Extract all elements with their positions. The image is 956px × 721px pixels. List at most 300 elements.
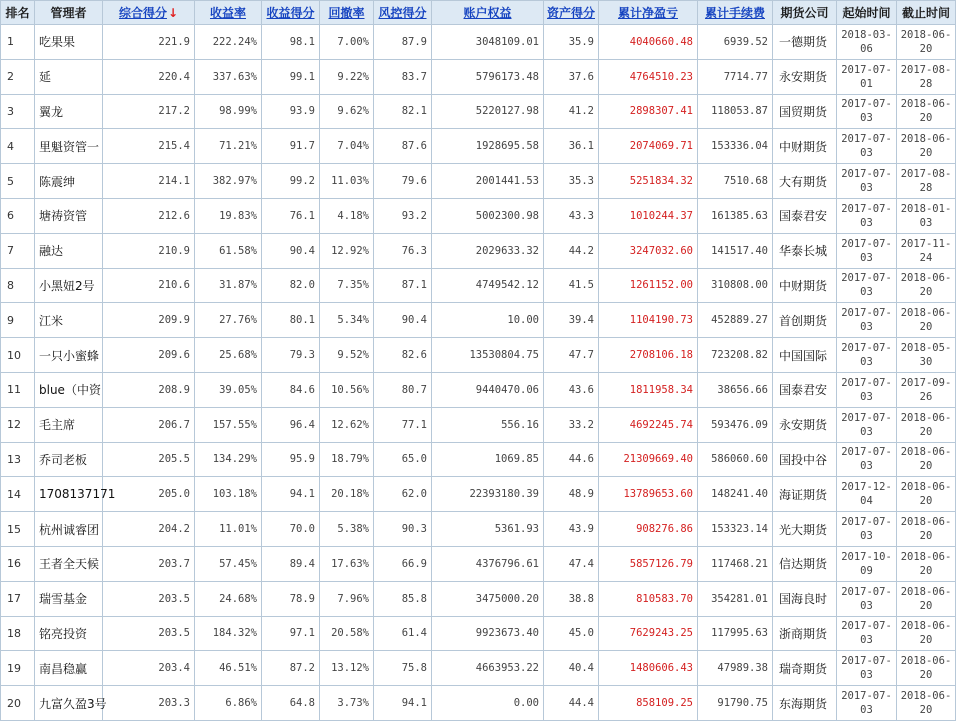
cell-return-score: 80.1 bbox=[262, 303, 320, 338]
cell-manager: 南昌稳赢 bbox=[35, 651, 103, 686]
cell-return-rate: 184.32% bbox=[195, 616, 262, 651]
cell-asset-score: 47.4 bbox=[544, 546, 599, 581]
cell-overall-score: 209.6 bbox=[103, 338, 195, 373]
table-row bbox=[1, 616, 956, 651]
cell-start-date: 2017-07-03 bbox=[837, 407, 897, 442]
cell-overall-score: 203.5 bbox=[103, 616, 195, 651]
cell-rank: 17 bbox=[1, 581, 35, 616]
cell-drawdown: 12.92% bbox=[320, 233, 374, 268]
cell-manager: 融达 bbox=[35, 233, 103, 268]
cell-return-rate: 6.86% bbox=[195, 686, 262, 721]
cell-asset-score: 39.4 bbox=[544, 303, 599, 338]
cell-overall-score: 212.6 bbox=[103, 198, 195, 233]
header-asset-score[interactable]: 资产得分 bbox=[544, 1, 599, 25]
cell-end-date: 2018-06-20 bbox=[897, 129, 956, 164]
cell-return-score: 70.0 bbox=[262, 512, 320, 547]
cell-equity: 2001441.53 bbox=[432, 164, 544, 199]
cell-overall-score: 204.2 bbox=[103, 512, 195, 547]
cell-end-date: 2018-06-20 bbox=[897, 651, 956, 686]
cell-risk-score: 82.1 bbox=[374, 94, 432, 129]
cell-commission: 7714.77 bbox=[698, 59, 773, 94]
cell-rank: 11 bbox=[1, 372, 35, 407]
header-net-profit[interactable]: 累计净盈亏 bbox=[599, 1, 698, 25]
cell-rank: 18 bbox=[1, 616, 35, 651]
cell-net-profit: 908276.86 bbox=[599, 512, 698, 547]
cell-company: 首创期货 bbox=[773, 303, 837, 338]
cell-commission: 117468.21 bbox=[698, 546, 773, 581]
cell-asset-score: 40.4 bbox=[544, 651, 599, 686]
cell-drawdown: 11.03% bbox=[320, 164, 374, 199]
cell-return-score: 96.4 bbox=[262, 407, 320, 442]
cell-rank: 10 bbox=[1, 338, 35, 373]
cell-commission: 118053.87 bbox=[698, 94, 773, 129]
cell-drawdown: 4.18% bbox=[320, 198, 374, 233]
cell-commission: 153336.04 bbox=[698, 129, 773, 164]
cell-commission: 148241.40 bbox=[698, 477, 773, 512]
cell-company: 一德期货 bbox=[773, 25, 837, 60]
cell-start-date: 2017-07-03 bbox=[837, 233, 897, 268]
cell-rank: 4 bbox=[1, 129, 35, 164]
cell-rank: 2 bbox=[1, 59, 35, 94]
cell-drawdown: 9.22% bbox=[320, 59, 374, 94]
cell-overall-score: 203.3 bbox=[103, 686, 195, 721]
cell-start-date: 2017-07-03 bbox=[837, 616, 897, 651]
cell-asset-score: 47.7 bbox=[544, 338, 599, 373]
cell-rank: 7 bbox=[1, 233, 35, 268]
cell-overall-score: 214.1 bbox=[103, 164, 195, 199]
cell-company: 永安期货 bbox=[773, 407, 837, 442]
cell-start-date: 2017-07-03 bbox=[837, 372, 897, 407]
cell-risk-score: 87.9 bbox=[374, 25, 432, 60]
table-body bbox=[1, 25, 956, 721]
cell-asset-score: 44.2 bbox=[544, 233, 599, 268]
cell-return-rate: 25.68% bbox=[195, 338, 262, 373]
cell-rank: 19 bbox=[1, 651, 35, 686]
cell-overall-score: 217.2 bbox=[103, 94, 195, 129]
cell-start-date: 2018-03-06 bbox=[837, 25, 897, 60]
cell-risk-score: 80.7 bbox=[374, 372, 432, 407]
cell-start-date: 2017-07-03 bbox=[837, 338, 897, 373]
cell-equity: 10.00 bbox=[432, 303, 544, 338]
cell-equity: 22393180.39 bbox=[432, 477, 544, 512]
header-rank: 排名 bbox=[1, 1, 35, 25]
cell-end-date: 2017-11-24 bbox=[897, 233, 956, 268]
cell-return-score: 95.9 bbox=[262, 442, 320, 477]
cell-manager: 九富久盈3号 bbox=[35, 686, 103, 721]
cell-end-date: 2018-06-20 bbox=[897, 512, 956, 547]
cell-overall-score: 215.4 bbox=[103, 129, 195, 164]
cell-company: 中财期货 bbox=[773, 268, 837, 303]
table-row bbox=[1, 303, 956, 338]
cell-risk-score: 94.1 bbox=[374, 686, 432, 721]
cell-equity: 2029633.32 bbox=[432, 233, 544, 268]
cell-return-rate: 98.99% bbox=[195, 94, 262, 129]
cell-company: 中国国际 bbox=[773, 338, 837, 373]
cell-return-rate: 337.63% bbox=[195, 59, 262, 94]
cell-return-score: 87.2 bbox=[262, 651, 320, 686]
header-start-date: 起始时间 bbox=[837, 1, 897, 25]
cell-company: 信达期货 bbox=[773, 546, 837, 581]
cell-end-date: 2018-06-20 bbox=[897, 442, 956, 477]
cell-return-score: 84.6 bbox=[262, 372, 320, 407]
cell-drawdown: 5.38% bbox=[320, 512, 374, 547]
cell-return-score: 82.0 bbox=[262, 268, 320, 303]
cell-end-date: 2018-06-20 bbox=[897, 477, 956, 512]
table-row bbox=[1, 198, 956, 233]
header-overall-score[interactable] bbox=[103, 1, 195, 25]
table-row bbox=[1, 651, 956, 686]
cell-drawdown: 5.34% bbox=[320, 303, 374, 338]
cell-risk-score: 65.0 bbox=[374, 442, 432, 477]
cell-risk-score: 90.4 bbox=[374, 303, 432, 338]
cell-start-date: 2017-07-03 bbox=[837, 94, 897, 129]
cell-commission: 161385.63 bbox=[698, 198, 773, 233]
cell-start-date: 2017-07-03 bbox=[837, 512, 897, 547]
cell-manager: 塘祷资管 bbox=[35, 198, 103, 233]
cell-risk-score: 75.8 bbox=[374, 651, 432, 686]
cell-drawdown: 9.62% bbox=[320, 94, 374, 129]
cell-asset-score: 33.2 bbox=[544, 407, 599, 442]
cell-risk-score: 82.6 bbox=[374, 338, 432, 373]
cell-asset-score: 35.9 bbox=[544, 25, 599, 60]
cell-net-profit: 2898307.41 bbox=[599, 94, 698, 129]
cell-net-profit: 2708106.18 bbox=[599, 338, 698, 373]
cell-return-score: 98.1 bbox=[262, 25, 320, 60]
table-row bbox=[1, 512, 956, 547]
cell-start-date: 2017-07-03 bbox=[837, 686, 897, 721]
cell-manager: 杭州诚睿团 bbox=[35, 512, 103, 547]
cell-risk-score: 62.0 bbox=[374, 477, 432, 512]
cell-manager: 一只小蜜蜂 bbox=[35, 338, 103, 373]
cell-return-score: 91.7 bbox=[262, 129, 320, 164]
cell-rank: 20 bbox=[1, 686, 35, 721]
cell-return-score: 64.8 bbox=[262, 686, 320, 721]
cell-rank: 6 bbox=[1, 198, 35, 233]
cell-asset-score: 43.3 bbox=[544, 198, 599, 233]
cell-net-profit: 21309669.40 bbox=[599, 442, 698, 477]
table-row bbox=[1, 477, 956, 512]
table-row bbox=[1, 581, 956, 616]
cell-overall-score: 205.0 bbox=[103, 477, 195, 512]
cell-commission: 141517.40 bbox=[698, 233, 773, 268]
cell-commission: 593476.09 bbox=[698, 407, 773, 442]
cell-rank: 3 bbox=[1, 94, 35, 129]
cell-commission: 153323.14 bbox=[698, 512, 773, 547]
cell-company: 国泰君安 bbox=[773, 198, 837, 233]
table-row bbox=[1, 59, 956, 94]
header-manager: 管理者 bbox=[35, 1, 103, 25]
cell-overall-score: 210.9 bbox=[103, 233, 195, 268]
cell-return-rate: 222.24% bbox=[195, 25, 262, 60]
cell-drawdown: 17.63% bbox=[320, 546, 374, 581]
cell-return-rate: 157.55% bbox=[195, 407, 262, 442]
cell-drawdown: 12.62% bbox=[320, 407, 374, 442]
header-end-date: 截止时间 bbox=[897, 1, 956, 25]
cell-drawdown: 20.18% bbox=[320, 477, 374, 512]
cell-return-score: 90.4 bbox=[262, 233, 320, 268]
cell-drawdown: 9.52% bbox=[320, 338, 374, 373]
cell-end-date: 2018-06-20 bbox=[897, 546, 956, 581]
cell-end-date: 2018-06-20 bbox=[897, 303, 956, 338]
cell-company: 光大期货 bbox=[773, 512, 837, 547]
cell-start-date: 2017-07-03 bbox=[837, 198, 897, 233]
header-equity[interactable]: 账户权益 bbox=[432, 1, 544, 25]
cell-equity: 5796173.48 bbox=[432, 59, 544, 94]
cell-asset-score: 41.2 bbox=[544, 94, 599, 129]
cell-return-rate: 57.45% bbox=[195, 546, 262, 581]
cell-risk-score: 87.6 bbox=[374, 129, 432, 164]
cell-net-profit: 1104190.73 bbox=[599, 303, 698, 338]
cell-drawdown: 7.04% bbox=[320, 129, 374, 164]
cell-equity: 3475000.20 bbox=[432, 581, 544, 616]
table-row bbox=[1, 94, 956, 129]
cell-manager: 翼龙 bbox=[35, 94, 103, 129]
cell-manager: 小黑妞2号 bbox=[35, 268, 103, 303]
cell-drawdown: 10.56% bbox=[320, 372, 374, 407]
cell-end-date: 2018-06-20 bbox=[897, 616, 956, 651]
cell-drawdown: 7.96% bbox=[320, 581, 374, 616]
cell-net-profit: 1480606.43 bbox=[599, 651, 698, 686]
cell-return-score: 79.3 bbox=[262, 338, 320, 373]
cell-company: 瑞奇期货 bbox=[773, 651, 837, 686]
cell-overall-score: 205.5 bbox=[103, 442, 195, 477]
cell-manager: 延 bbox=[35, 59, 103, 94]
cell-asset-score: 44.4 bbox=[544, 686, 599, 721]
cell-return-rate: 11.01% bbox=[195, 512, 262, 547]
cell-commission: 723208.82 bbox=[698, 338, 773, 373]
cell-manager: 吃果果 bbox=[35, 25, 103, 60]
cell-net-profit: 13789653.60 bbox=[599, 477, 698, 512]
header-commission[interactable]: 累计手续费 bbox=[698, 1, 773, 25]
cell-end-date: 2018-06-20 bbox=[897, 686, 956, 721]
cell-risk-score: 79.6 bbox=[374, 164, 432, 199]
cell-start-date: 2017-12-04 bbox=[837, 477, 897, 512]
header-risk-score[interactable]: 风控得分 bbox=[374, 1, 432, 25]
cell-overall-score: 203.5 bbox=[103, 581, 195, 616]
cell-end-date: 2017-08-28 bbox=[897, 59, 956, 94]
cell-equity: 5361.93 bbox=[432, 512, 544, 547]
cell-manager: 乔司老板 bbox=[35, 442, 103, 477]
cell-return-score: 99.2 bbox=[262, 164, 320, 199]
cell-return-rate: 19.83% bbox=[195, 198, 262, 233]
cell-overall-score: 206.7 bbox=[103, 407, 195, 442]
cell-net-profit: 858109.25 bbox=[599, 686, 698, 721]
cell-manager: 江米 bbox=[35, 303, 103, 338]
cell-return-score: 76.1 bbox=[262, 198, 320, 233]
header-company: 期货公司 bbox=[773, 1, 837, 25]
sort-desc-icon: ↓ bbox=[167, 6, 179, 20]
cell-rank: 5 bbox=[1, 164, 35, 199]
cell-return-score: 97.1 bbox=[262, 616, 320, 651]
table-row bbox=[1, 25, 956, 60]
table-row bbox=[1, 686, 956, 721]
cell-manager: 铭亮投资 bbox=[35, 616, 103, 651]
cell-rank: 1 bbox=[1, 25, 35, 60]
cell-risk-score: 93.2 bbox=[374, 198, 432, 233]
cell-end-date: 2017-08-28 bbox=[897, 164, 956, 199]
cell-equity: 13530804.75 bbox=[432, 338, 544, 373]
cell-asset-score: 37.6 bbox=[544, 59, 599, 94]
cell-equity: 9440470.06 bbox=[432, 372, 544, 407]
cell-net-profit: 4040660.48 bbox=[599, 25, 698, 60]
table-row bbox=[1, 164, 956, 199]
cell-end-date: 2018-06-20 bbox=[897, 94, 956, 129]
cell-risk-score: 76.3 bbox=[374, 233, 432, 268]
cell-start-date: 2017-07-01 bbox=[837, 59, 897, 94]
cell-manager: 毛主席 bbox=[35, 407, 103, 442]
cell-company: 海证期货 bbox=[773, 477, 837, 512]
cell-net-profit: 2074069.71 bbox=[599, 129, 698, 164]
cell-net-profit: 1010244.37 bbox=[599, 198, 698, 233]
cell-asset-score: 44.6 bbox=[544, 442, 599, 477]
cell-drawdown: 3.73% bbox=[320, 686, 374, 721]
cell-net-profit: 1811958.34 bbox=[599, 372, 698, 407]
header-return-score[interactable]: 收益得分 bbox=[262, 1, 320, 25]
cell-start-date: 2017-07-03 bbox=[837, 129, 897, 164]
cell-equity: 4376796.61 bbox=[432, 546, 544, 581]
cell-commission: 38656.66 bbox=[698, 372, 773, 407]
cell-equity: 0.00 bbox=[432, 686, 544, 721]
cell-commission: 6939.52 bbox=[698, 25, 773, 60]
cell-end-date: 2018-06-20 bbox=[897, 407, 956, 442]
cell-return-rate: 61.58% bbox=[195, 233, 262, 268]
cell-net-profit: 5857126.79 bbox=[599, 546, 698, 581]
cell-asset-score: 36.1 bbox=[544, 129, 599, 164]
cell-start-date: 2017-07-03 bbox=[837, 651, 897, 686]
cell-equity: 3048109.01 bbox=[432, 25, 544, 60]
cell-overall-score: 203.4 bbox=[103, 651, 195, 686]
cell-company: 永安期货 bbox=[773, 59, 837, 94]
cell-rank: 9 bbox=[1, 303, 35, 338]
cell-start-date: 2017-07-03 bbox=[837, 303, 897, 338]
cell-commission: 452889.27 bbox=[698, 303, 773, 338]
cell-net-profit: 4692245.74 bbox=[599, 407, 698, 442]
header-return-rate[interactable]: 收益率 bbox=[195, 1, 262, 25]
cell-overall-score: 210.6 bbox=[103, 268, 195, 303]
cell-overall-score: 209.9 bbox=[103, 303, 195, 338]
cell-start-date: 2017-07-03 bbox=[837, 581, 897, 616]
cell-return-score: 94.1 bbox=[262, 477, 320, 512]
cell-commission: 91790.75 bbox=[698, 686, 773, 721]
cell-company: 国贸期货 bbox=[773, 94, 837, 129]
cell-drawdown: 20.58% bbox=[320, 616, 374, 651]
cell-return-score: 78.9 bbox=[262, 581, 320, 616]
cell-equity: 9923673.40 bbox=[432, 616, 544, 651]
cell-rank: 12 bbox=[1, 407, 35, 442]
cell-manager: blue（中资 bbox=[35, 372, 103, 407]
cell-start-date: 2017-07-03 bbox=[837, 268, 897, 303]
cell-end-date: 2018-06-20 bbox=[897, 25, 956, 60]
cell-commission: 47989.38 bbox=[698, 651, 773, 686]
cell-end-date: 2018-01-03 bbox=[897, 198, 956, 233]
cell-commission: 117995.63 bbox=[698, 616, 773, 651]
cell-end-date: 2018-06-20 bbox=[897, 581, 956, 616]
cell-risk-score: 85.8 bbox=[374, 581, 432, 616]
cell-equity: 1928695.58 bbox=[432, 129, 544, 164]
cell-start-date: 2017-10-09 bbox=[837, 546, 897, 581]
cell-net-profit: 810583.70 bbox=[599, 581, 698, 616]
cell-rank: 14 bbox=[1, 477, 35, 512]
cell-risk-score: 61.4 bbox=[374, 616, 432, 651]
table-row bbox=[1, 268, 956, 303]
cell-manager: 陈震绅 bbox=[35, 164, 103, 199]
cell-risk-score: 90.3 bbox=[374, 512, 432, 547]
cell-company: 东海期货 bbox=[773, 686, 837, 721]
cell-net-profit: 3247032.60 bbox=[599, 233, 698, 268]
cell-asset-score: 38.8 bbox=[544, 581, 599, 616]
cell-start-date: 2017-07-03 bbox=[837, 164, 897, 199]
cell-asset-score: 43.9 bbox=[544, 512, 599, 547]
cell-net-profit: 4764510.23 bbox=[599, 59, 698, 94]
cell-rank: 15 bbox=[1, 512, 35, 547]
cell-overall-score: 221.9 bbox=[103, 25, 195, 60]
cell-return-rate: 24.68% bbox=[195, 581, 262, 616]
header-row bbox=[1, 1, 956, 25]
cell-equity: 1069.85 bbox=[432, 442, 544, 477]
table-row bbox=[1, 338, 956, 373]
header-drawdown[interactable]: 回撤率 bbox=[320, 1, 374, 25]
cell-manager: 1708137171 bbox=[35, 477, 103, 512]
cell-asset-score: 35.3 bbox=[544, 164, 599, 199]
cell-commission: 310808.00 bbox=[698, 268, 773, 303]
cell-rank: 13 bbox=[1, 442, 35, 477]
cell-overall-score: 220.4 bbox=[103, 59, 195, 94]
table-row bbox=[1, 129, 956, 164]
cell-risk-score: 87.1 bbox=[374, 268, 432, 303]
cell-net-profit: 5251834.32 bbox=[599, 164, 698, 199]
cell-equity: 556.16 bbox=[432, 407, 544, 442]
table-row bbox=[1, 372, 956, 407]
cell-risk-score: 66.9 bbox=[374, 546, 432, 581]
cell-company: 浙商期货 bbox=[773, 616, 837, 651]
cell-manager: 王者全天候 bbox=[35, 546, 103, 581]
cell-return-rate: 27.76% bbox=[195, 303, 262, 338]
cell-equity: 4749542.12 bbox=[432, 268, 544, 303]
cell-company: 国投中谷 bbox=[773, 442, 837, 477]
cell-return-rate: 382.97% bbox=[195, 164, 262, 199]
cell-equity: 5220127.98 bbox=[432, 94, 544, 129]
table-row bbox=[1, 233, 956, 268]
cell-risk-score: 83.7 bbox=[374, 59, 432, 94]
cell-return-score: 93.9 bbox=[262, 94, 320, 129]
cell-asset-score: 41.5 bbox=[544, 268, 599, 303]
cell-manager: 里魁资管一 bbox=[35, 129, 103, 164]
cell-asset-score: 45.0 bbox=[544, 616, 599, 651]
cell-company: 中财期货 bbox=[773, 129, 837, 164]
cell-equity: 5002300.98 bbox=[432, 198, 544, 233]
cell-overall-score: 203.7 bbox=[103, 546, 195, 581]
cell-end-date: 2017-09-26 bbox=[897, 372, 956, 407]
cell-return-rate: 134.29% bbox=[195, 442, 262, 477]
cell-risk-score: 77.1 bbox=[374, 407, 432, 442]
table-row bbox=[1, 407, 956, 442]
cell-end-date: 2018-05-30 bbox=[897, 338, 956, 373]
table-row bbox=[1, 442, 956, 477]
cell-asset-score: 43.6 bbox=[544, 372, 599, 407]
cell-equity: 4663953.22 bbox=[432, 651, 544, 686]
cell-commission: 7510.68 bbox=[698, 164, 773, 199]
cell-net-profit: 1261152.00 bbox=[599, 268, 698, 303]
cell-return-rate: 103.18% bbox=[195, 477, 262, 512]
cell-company: 国海良时 bbox=[773, 581, 837, 616]
cell-company: 华泰长城 bbox=[773, 233, 837, 268]
cell-drawdown: 7.35% bbox=[320, 268, 374, 303]
cell-drawdown: 18.79% bbox=[320, 442, 374, 477]
cell-rank: 8 bbox=[1, 268, 35, 303]
cell-return-rate: 39.05% bbox=[195, 372, 262, 407]
cell-rank: 16 bbox=[1, 546, 35, 581]
cell-company: 大有期货 bbox=[773, 164, 837, 199]
